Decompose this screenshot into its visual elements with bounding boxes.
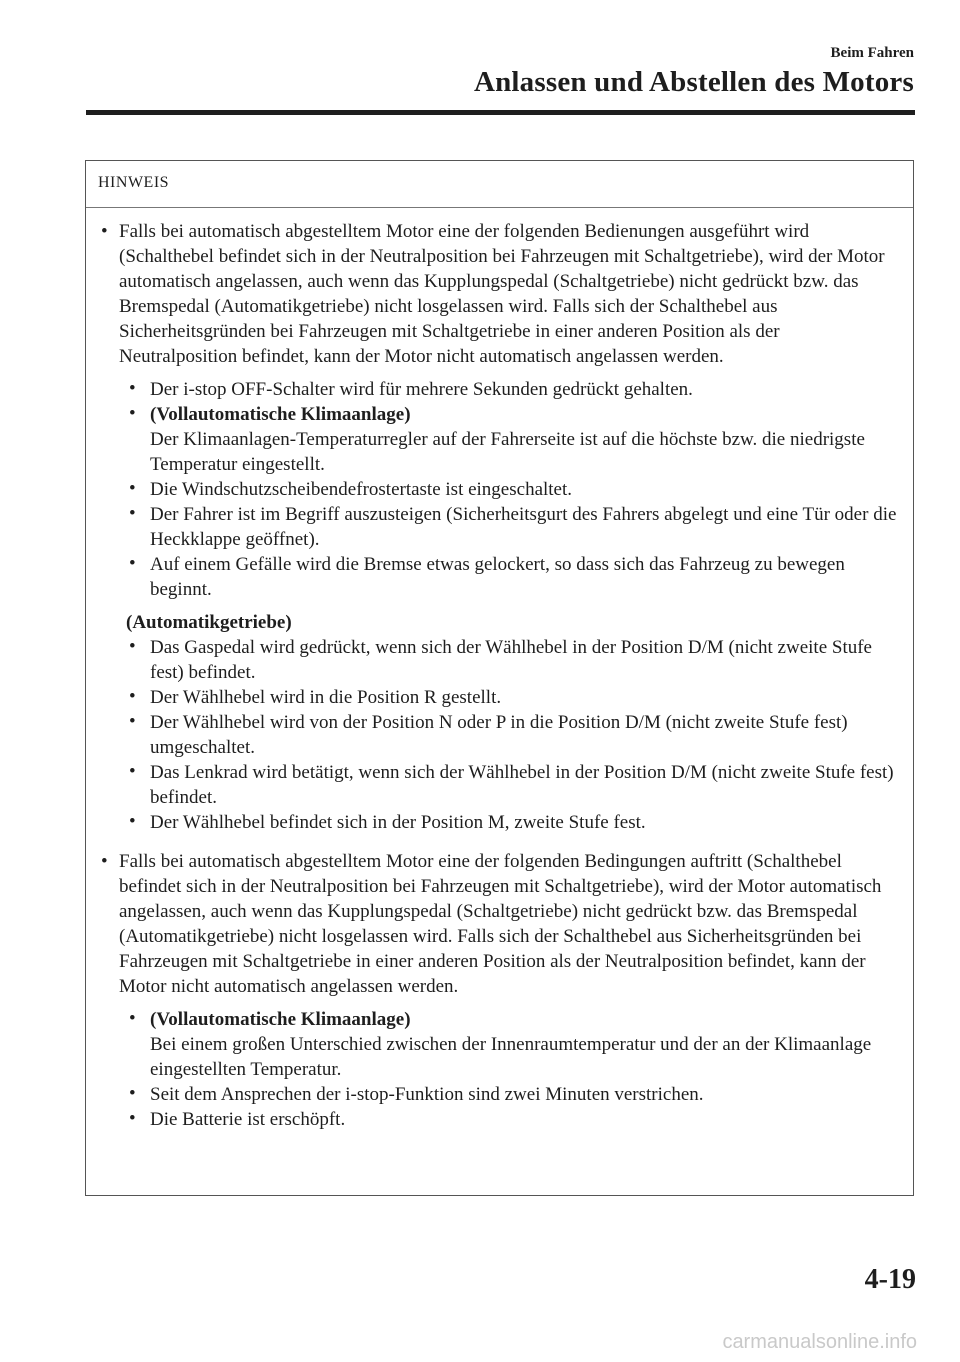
bullet-icon: • (129, 1008, 136, 1029)
condition-list-automatic (98, 635, 899, 835)
bullet-icon: • (129, 1083, 136, 1104)
note-label: HINWEIS (98, 174, 170, 191)
condition-list-1 (98, 377, 899, 602)
list-item: • Seit dem Ansprechen der i-stop-Funktion sind zwei Minuten verstrichen. (129, 1083, 704, 1105)
bullet-icon: • (129, 811, 136, 832)
bullet-icon: • (129, 686, 136, 707)
bullet-icon: • (129, 636, 136, 657)
page-number: 4-19 (864, 1264, 916, 1295)
page-header (474, 44, 914, 100)
bullet-icon: • (129, 503, 136, 524)
header-rule (86, 110, 915, 115)
bullet-icon: • (101, 851, 108, 872)
note-box (85, 160, 914, 1196)
bullet-icon: • (101, 221, 108, 242)
bullet-icon: • (129, 378, 136, 399)
list-item: • Der i-stop OFF-Schalter wird für mehrere Sekunden gedrückt gehalten. (129, 378, 693, 400)
section-name: Beim Fahren (830, 45, 914, 61)
condition-list-2 (98, 1007, 899, 1132)
bullet-icon: • (129, 478, 136, 499)
list-item: • (Vollautomatische Klimaanlage) Bei einem großen Unterschied zwischen der Innenraumtemperatur und der an der Klimaanlage eingestellten Temperatur. (127, 1007, 899, 1082)
list-item: • Die Windschutzscheibendefrostertaste ist eingeschaltet. (129, 478, 573, 500)
watermark[interactable]: carmanualsonline.info (722, 1331, 917, 1353)
bullet-icon: • (129, 553, 136, 574)
list-item: • Die Batterie ist erschöpft. (129, 1108, 346, 1130)
list-item: • Das Gaspedal wird gedrückt, wenn sich der Wählhebel in der Position D/M (nicht zweite Stufe fest) befindet. (129, 636, 872, 683)
note-body (86, 208, 913, 1132)
list-item: • (Vollautomatische Klimaanlage) Der Klimaanlagen-Temperaturregler auf der Fahrerseite ist auf die höchste bzw. die niedrigste Temperatur eingestellt. (127, 402, 899, 477)
note-bullet-1 (98, 219, 899, 369)
note-bullet-2-text: Falls bei automatisch abgestelltem Motor eine der folgenden Bedingungen auftritt (Schalthebel befindet sich in der Neutralposition bei Fahrzeugen mit Schaltgetriebe), wird der Motor automatisch angelassen, auch wenn das Kupplungspedal (Schaltgetriebe) nicht gedrückt bzw. das Bremspedal (Automatikgetriebe) nicht losgelassen wird. Falls sich der Schalthebel aus Sicherheitsgründen bei Fahrzeugen mit Schaltgetriebe in einer anderen Position als der Neutralposition befindet, kann der Motor nicht automatisch angelassen werden. (119, 851, 882, 997)
climate-heading: (Vollautomatische Klimaanlage) (150, 404, 411, 425)
bullet-icon: • (129, 761, 136, 782)
list-item: • Der Wählhebel befindet sich in der Position M, zweite Stufe fest. (129, 811, 646, 833)
bullet-icon: • (129, 711, 136, 732)
automatic-transmission-heading: (Automatikgetriebe) (126, 612, 292, 633)
bullet-icon: • (129, 1108, 136, 1129)
list-item: • Der Wählhebel wird in die Position R gestellt. (129, 686, 502, 708)
climate-heading: (Vollautomatische Klimaanlage) (150, 1009, 411, 1030)
page-title: Anlassen und Abstellen des Motors (473, 66, 914, 98)
list-item: • Der Wählhebel wird von der Position N oder P in die Position D/M (nicht zweite Stufe fest) umgeschaltet. (129, 711, 848, 758)
list-item: • Auf einem Gefälle wird die Bremse etwas gelockert, so dass sich das Fahrzeug zu bewegen beginnt. (129, 553, 845, 600)
note-bullet-2 (98, 849, 899, 999)
bullet-icon: • (129, 403, 136, 424)
note-header (86, 161, 913, 208)
note-bullet-1-text: Falls bei automatisch abgestelltem Motor eine der folgenden Bedienungen ausgeführt wird (Schalthebel befindet sich in der Neutralposition bei Fahrzeugen mit Schaltgetriebe), wird der Motor automatisch angelassen, auch wenn das Kupplungspedal (Schaltgetriebe) nicht gedrückt bzw. das Bremspedal (Automatikgetriebe) nicht losgelassen wird. Falls sich der Schalthebel aus Sicherheitsgründen bei Fahrzeugen mit Schaltgetriebe in einer anderen Position als der Neutralposition befindet, kann der Motor nicht automatisch angelassen werden. (119, 221, 885, 367)
list-item: • Der Fahrer ist im Begriff auszusteigen (Sicherheitsgurt des Fahrers abgelegt und eine Tür oder die Heckklappe geöffnet). (129, 503, 897, 550)
list-item: • Das Lenkrad wird betätigt, wenn sich der Wählhebel in der Position D/M (nicht zweite Stufe fest) befindet. (129, 761, 894, 808)
